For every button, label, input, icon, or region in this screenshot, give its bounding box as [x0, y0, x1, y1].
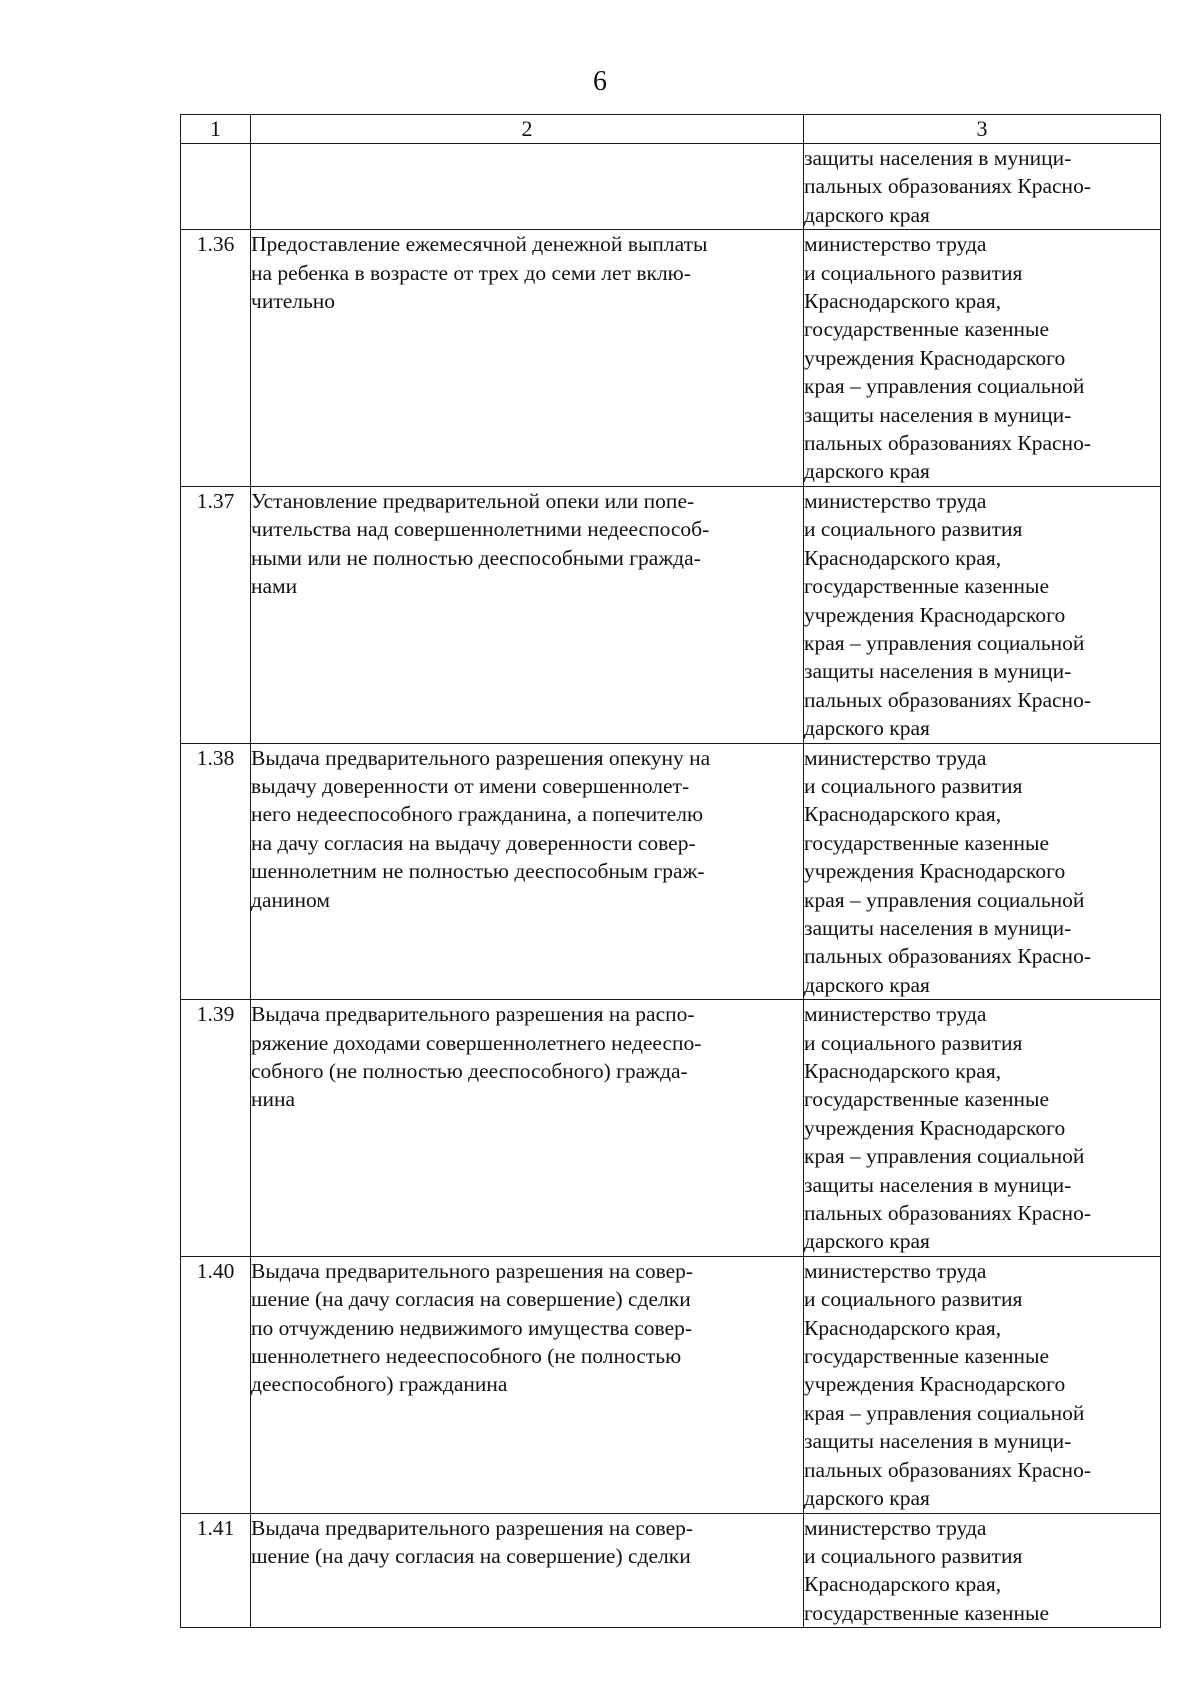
description-line: на ребенка в возрасте от трех до семи лет вклю-: [251, 260, 691, 285]
responsible-organization-cell: [804, 743, 1161, 1000]
organization-line: Краснодарского края,: [804, 1059, 1002, 1083]
row-number-cell: 1.37: [181, 486, 251, 743]
organization-line: защиты населения в муници-: [804, 146, 1072, 170]
table-body: [181, 115, 1161, 1628]
table-header-row: [181, 115, 1161, 144]
organization-line: государственные казенные: [804, 317, 1050, 342]
description-line: него недееспособного гражданина, а попечителю: [251, 802, 704, 827]
description-line: Выдача предварительного разрешения на совер-: [251, 1258, 694, 1283]
services-table: [180, 114, 1161, 1628]
description-line: Выдача предварительного разрешения опекуну на: [251, 745, 711, 770]
description-line: дееспособного) гражданина: [251, 1372, 508, 1397]
organization-line: министерство труда: [804, 1515, 987, 1540]
table-row: [181, 743, 1161, 1000]
service-description-cell: [251, 144, 804, 230]
column-header-3: 3: [804, 115, 1161, 144]
organization-line: края – управления социальной: [804, 630, 1085, 655]
organization-line: и социального развития: [804, 1030, 1023, 1055]
row-number-cell: 1.41: [181, 1513, 251, 1628]
description-line: шение (на дачу согласия на совершение) сделки: [251, 1543, 691, 1568]
page-number: 6: [593, 66, 607, 97]
row-number-cell: 1.40: [181, 1256, 251, 1513]
organization-line: учреждения Краснодарского: [804, 345, 1066, 370]
organization-line: министерство труда: [804, 1258, 987, 1283]
organization-line: пальных образованиях Красно-: [804, 1457, 1091, 1482]
service-description-cell: [251, 1000, 804, 1257]
description-line: чительно: [251, 289, 336, 314]
column-header-2: 2: [251, 115, 804, 144]
organization-line: учреждения Краснодарского: [804, 1115, 1066, 1140]
organization-line: Краснодарского края,: [804, 289, 1002, 314]
organization-line: государственные казенные: [804, 1344, 1050, 1369]
organization-line: дарского края: [804, 1486, 930, 1511]
table-row: [181, 144, 1161, 230]
organization-line: края – управления социальной: [804, 887, 1085, 912]
row-number-cell: 1.36: [181, 230, 251, 487]
organization-line: защиты населения в муници-: [804, 402, 1072, 427]
description-line: Предоставление ежемесячной денежной выплаты: [251, 232, 708, 257]
organization-line: учреждения Краснодарского: [804, 1372, 1066, 1397]
description-line: Установление предварительной опеки или попе-: [251, 488, 695, 513]
organization-line: защиты населения в муници-: [804, 659, 1072, 684]
organization-line: Краснодарского края,: [804, 802, 1002, 827]
organization-line: защиты населения в муници-: [804, 1429, 1072, 1454]
service-description-cell: [251, 230, 804, 487]
table-row: [181, 1256, 1161, 1513]
description-line: выдачу доверенности от имени совершеннолет-: [251, 773, 690, 798]
description-line: ными или не полностью дееспособными гражда-: [251, 545, 701, 570]
organization-line: защиты населения в муници-: [804, 1172, 1072, 1197]
responsible-organization-cell: [804, 1000, 1161, 1257]
service-description-cell: [251, 743, 804, 1000]
organization-line: дарского края: [804, 202, 930, 227]
responsible-organization-cell: [804, 144, 1161, 230]
responsible-organization-cell: [804, 486, 1161, 743]
organization-line: государственные казенные: [804, 830, 1050, 855]
organization-line: Краснодарского края,: [804, 545, 1002, 570]
organization-line: дарского края: [804, 459, 930, 484]
description-line: шеннолетним не полностью дееспособным граж-: [251, 859, 705, 884]
description-line: на дачу согласия на выдачу доверенности совер-: [251, 830, 696, 855]
organization-line: учреждения Краснодарского: [804, 602, 1066, 627]
organization-line: министерство труда: [804, 232, 987, 257]
organization-line: министерство труда: [804, 745, 987, 770]
organization-line: Краснодарского края,: [804, 1315, 1002, 1340]
organization-line: дарского края: [804, 716, 930, 741]
organization-line: пальных образованиях Красно-: [804, 1201, 1091, 1226]
description-line: нами: [251, 574, 298, 599]
organization-line: и социального развития: [804, 260, 1023, 285]
description-line: нина: [251, 1087, 296, 1112]
organization-line: края – управления социальной: [804, 1144, 1085, 1169]
organization-line: пальных образованиях Красно-: [804, 687, 1091, 712]
description-line: шеннолетнего недееспособного (не полностью: [251, 1344, 682, 1369]
description-line: чительства над совершеннолетними недееспособ-: [251, 517, 710, 542]
organization-line: пальных образованиях Красно-: [804, 174, 1091, 199]
organization-line: министерство труда: [804, 1002, 987, 1027]
organization-line: дарского края: [804, 1229, 930, 1254]
organization-line: Краснодарского края,: [804, 1572, 1002, 1597]
service-description-cell: [251, 1256, 804, 1513]
description-line: данином: [251, 887, 330, 912]
table-row: [181, 1513, 1161, 1628]
organization-line: государственные казенные: [804, 1600, 1050, 1625]
organization-line: государственные казенные: [804, 1087, 1050, 1112]
organization-line: пальных образованиях Красно-: [804, 944, 1091, 969]
organization-line: и социального развития: [804, 517, 1023, 542]
organization-line: пальных образованиях Красно-: [804, 431, 1091, 456]
description-line: Выдача предварительного разрешения на распо-: [251, 1002, 695, 1027]
service-description-cell: [251, 486, 804, 743]
description-line: по отчуждению недвижимого имущества совер-: [251, 1315, 693, 1340]
organization-line: дарского края: [804, 972, 930, 997]
organization-line: государственные казенные: [804, 574, 1050, 599]
organization-line: защиты населения в муници-: [804, 915, 1072, 940]
organization-line: края – управления социальной: [804, 1400, 1085, 1425]
row-number-cell: 1.38: [181, 743, 251, 1000]
responsible-organization-cell: [804, 1513, 1161, 1628]
row-number-cell: [181, 144, 251, 230]
responsible-organization-cell: [804, 1256, 1161, 1513]
organization-line: и социального развития: [804, 1543, 1023, 1568]
responsible-organization-cell: [804, 230, 1161, 487]
organization-line: и социального развития: [804, 1287, 1023, 1312]
organization-line: и социального развития: [804, 773, 1023, 798]
column-header-1: 1: [181, 115, 251, 144]
service-description-cell: [251, 1513, 804, 1628]
description-line: шение (на дачу согласия на совершение) сделки: [251, 1287, 691, 1312]
table-row: [181, 486, 1161, 743]
description-line: Выдача предварительного разрешения на совер-: [251, 1515, 694, 1540]
row-number-cell: 1.39: [181, 1000, 251, 1257]
description-line: ряжение доходами совершеннолетнего недееспо-: [251, 1030, 702, 1055]
organization-line: края – управления социальной: [804, 374, 1085, 399]
description-line: собного (не полностью дееспособного) гражда-: [251, 1059, 688, 1083]
organization-line: министерство труда: [804, 488, 987, 513]
table-row: [181, 230, 1161, 487]
organization-line: учреждения Краснодарского: [804, 859, 1066, 884]
table-row: [181, 1000, 1161, 1257]
